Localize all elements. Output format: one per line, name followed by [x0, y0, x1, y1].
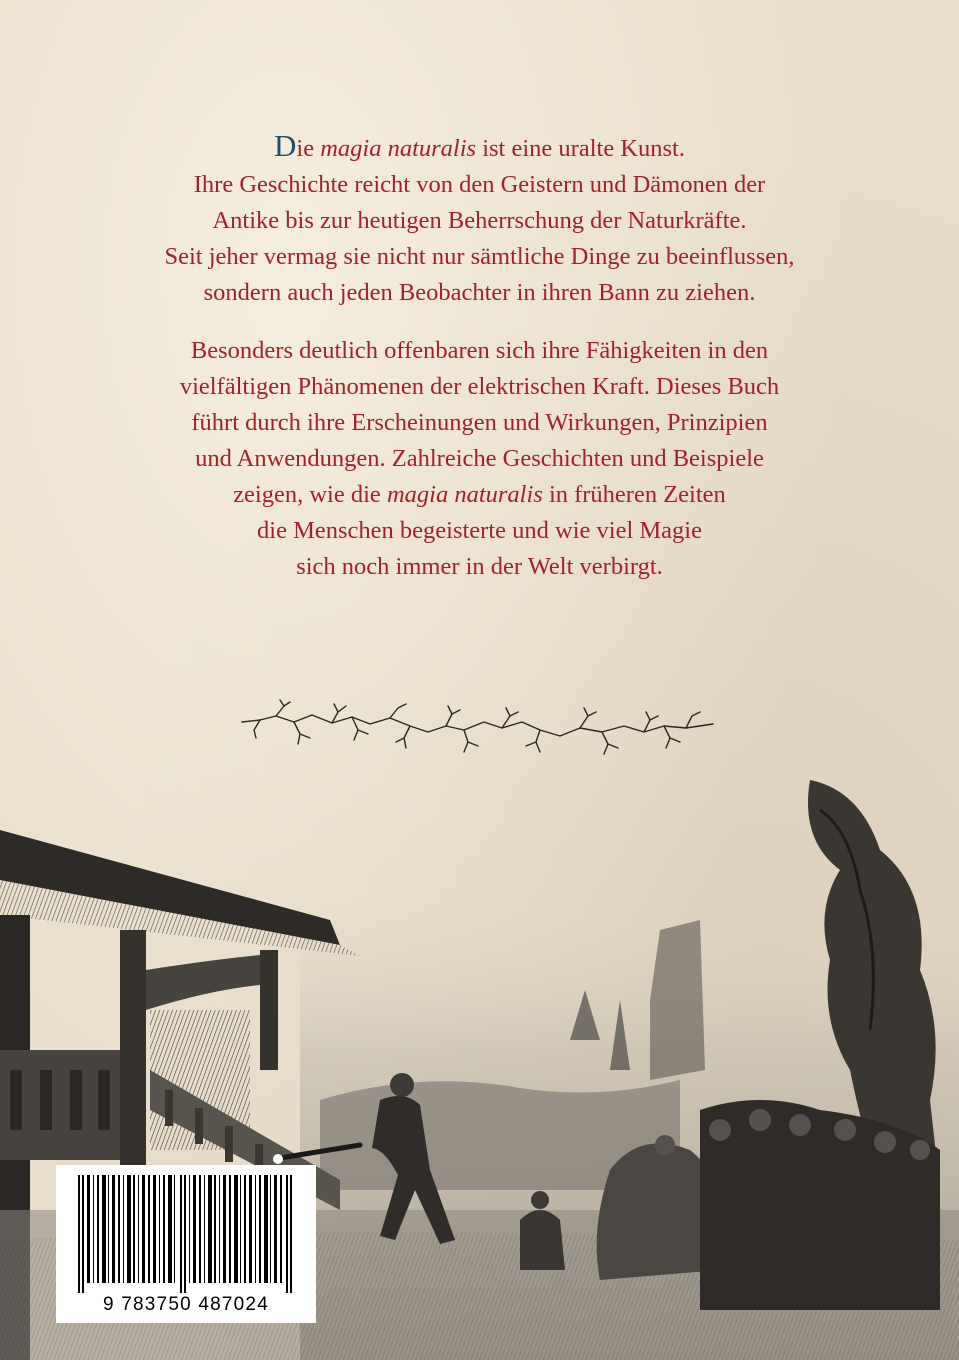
blurb-p2-line-7: sich noch immer in der Welt verbirgt.: [296, 553, 663, 580]
blurb-p2-line-3: führt durch ihre Erscheinungen und Wirkungen, Prinzipien: [191, 409, 768, 436]
blurb-p2-line-5b: in früheren Zeiten: [542, 481, 726, 508]
blurb-paragraph-1: [60, 128, 899, 311]
drop-cap: D: [274, 128, 297, 163]
blurb-p2-line-6: die Menschen begeisterte und wie viel Magie: [257, 517, 702, 544]
blurb-line-2: Ihre Geschichte reicht von den Geistern und Dämonen der: [193, 171, 766, 198]
blurb-line-1b: ist eine uralte Kunst.: [476, 135, 685, 162]
blurb-line-3: Antike bis zur heutigen Beherrschung der Naturkräfte.: [212, 207, 747, 234]
barcode-bars-icon: [78, 1175, 294, 1293]
blurb-line-4: Seit jeher vermag sie nicht nur sämtliche Dinge zu beeinflussen,: [164, 243, 795, 270]
blurb-p2-line-2: vielfältigen Phänomenen der elektrischen Kraft. Dieses Buch: [179, 373, 780, 400]
blurb-p2-line-5a: zeigen, wie die: [233, 481, 387, 508]
blurb-p2-line-5-italic: magia naturalis: [386, 481, 543, 508]
blurb-line-1-italic: magia naturalis: [320, 135, 477, 162]
blurb-p2-line-1: Besonders deutlich offenbaren sich ihre Fähigkeiten in den: [190, 337, 769, 364]
blurb-p2-line-4: und Anwendungen. Zahlreiche Geschichten und Beispiele: [195, 445, 764, 472]
lightning-ornament-icon: [240, 692, 715, 764]
blurb-text: [60, 128, 899, 585]
barcode: [56, 1165, 316, 1323]
blurb-line-5: sondern auch jeden Beobachter in ihren Bann zu ziehen.: [203, 279, 756, 306]
isbn-digits: 9 783750 487024: [103, 1294, 269, 1315]
blurb-line-1a: ie: [296, 135, 321, 162]
blurb-paragraph-2: [60, 333, 899, 585]
